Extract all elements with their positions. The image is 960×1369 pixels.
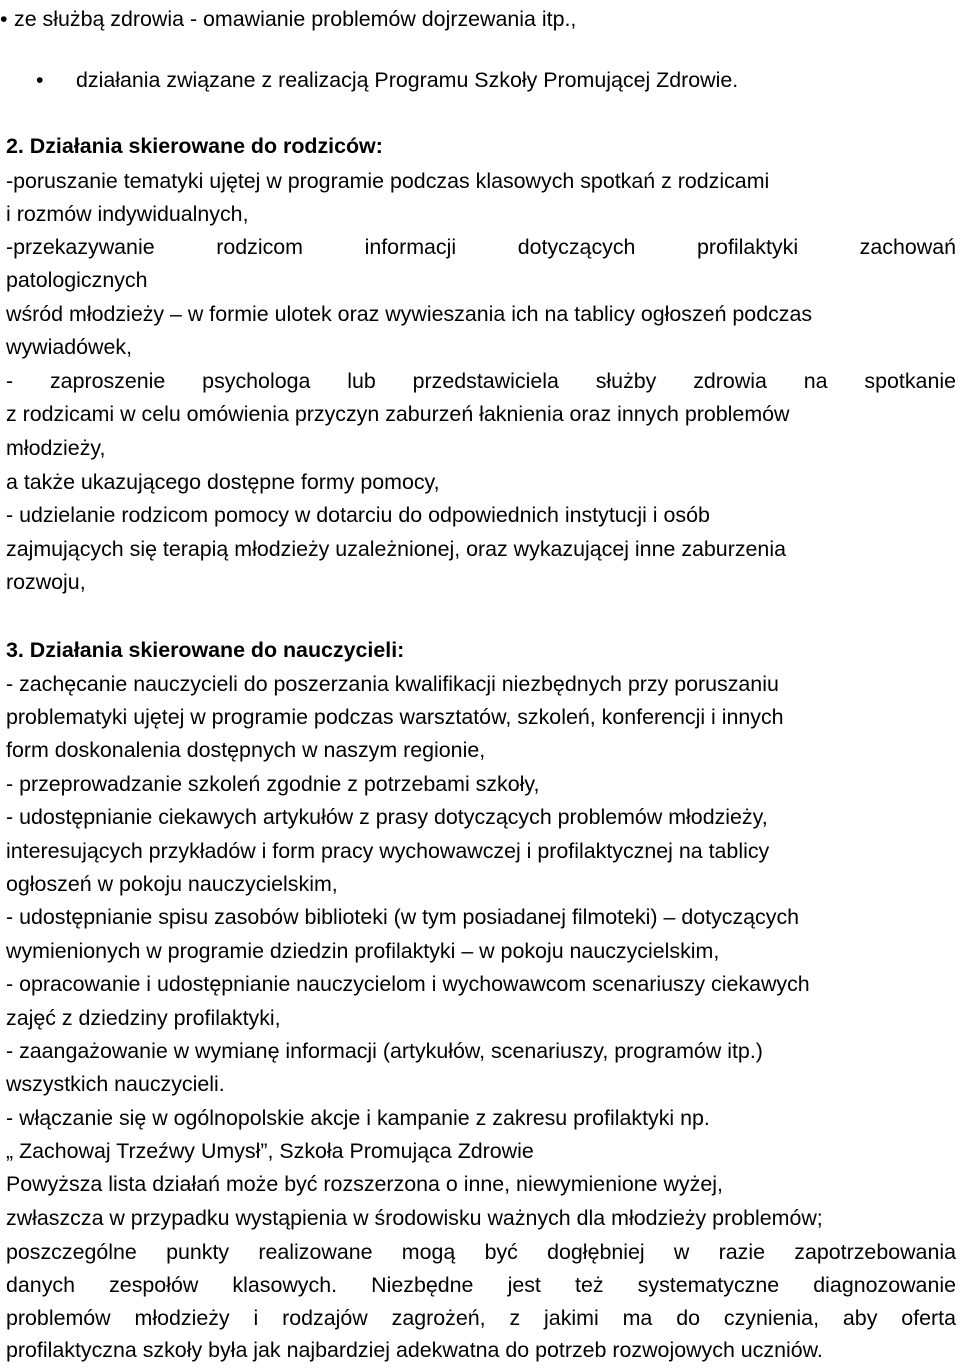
paragraph-line: - opracowanie i udostępnianie nauczycielom i wychowawcom scenariuszy ciekawych — [6, 972, 810, 996]
closing-line: Powyższa lista działań może być rozszerzona o inne, niewymienione wyżej, — [6, 1172, 723, 1196]
bullet-icon: • — [0, 7, 8, 31]
bullet-icon: • — [36, 68, 44, 92]
paragraph-line: zajęć z dziedziny profilaktyki, — [6, 1006, 281, 1030]
paragraph-line: -przekazywanie rodzicom informacji dotyczących profilaktyki zachowań — [6, 235, 956, 259]
closing-line: poszczególne punkty realizowane mogą być dogłębniej w razie zapotrzebowania — [6, 1240, 956, 1264]
paragraph-line: - zachęcanie nauczycieli do poszerzania kwalifikacji niezbędnych przy poruszaniu — [6, 672, 779, 696]
paragraph-line: i rozmów indywidualnych, — [6, 202, 249, 226]
paragraph-line: - udostępnianie spisu zasobów biblioteki (w tym posiadanej filmoteki) – dotyczących — [6, 905, 800, 929]
paragraph-line: „ Zachowaj Trzeźwy Umysł”, Szkoła Promująca Zdrowie — [6, 1139, 534, 1163]
paragraph-line: problematyki ujętej w programie podczas warsztatów, szkoleń, konferencji i innych — [6, 705, 784, 729]
paragraph-line: -poruszanie tematyki ujętej w programie podczas klasowych spotkań z rodzicami — [6, 169, 770, 193]
paragraph-line: rozwoju, — [6, 570, 86, 594]
closing-line: problemów młodzieży i rodzajów zagrożeń, z jakimi ma do czynienia, aby oferta — [6, 1306, 956, 1330]
paragraph-line: wśród młodzieży – w formie ulotek oraz wywieszania ich na tablicy ogłoszeń podczas — [6, 302, 813, 326]
paragraph-line: patologicznych — [6, 268, 148, 292]
bullet-item — [0, 3, 576, 36]
paragraph-line: ogłoszeń w pokoju nauczycielskim, — [6, 872, 338, 896]
paragraph-line: form doskonalenia dostępnych w naszym regionie, — [6, 738, 486, 762]
paragraph-line: - zaproszenie psychologa lub przedstawiciela służby zdrowia na spotkanie — [6, 369, 956, 393]
paragraph-line: wywiadówek, — [6, 335, 133, 359]
bullet-item — [36, 64, 738, 97]
section-heading-teachers: 3. Działania skierowane do nauczycieli: — [6, 638, 405, 662]
closing-line: danych zespołów klasowych. Niezbędne jest też systematyczne diagnozowanie — [6, 1273, 956, 1297]
paragraph-line: młodzieży, — [6, 436, 106, 460]
closing-line: profilaktyczna szkoły była jak najbardziej adekwatna do potrzeb rozwojowych uczniów. — [6, 1338, 823, 1362]
bullet-text: ze służbą zdrowia - omawianie problemów dojrzewania itp., — [14, 7, 577, 31]
bullet-text: działania związane z realizacją Programu Szkoły Promującej Zdrowie. — [76, 68, 739, 92]
paragraph-line: - udostępnianie ciekawych artykułów z prasy dotyczących problemów młodzieży, — [6, 805, 768, 829]
section-heading-parents: 2. Działania skierowane do rodziców: — [6, 134, 383, 158]
paragraph-line: - udzielanie rodzicom pomocy w dotarciu do odpowiednich instytucji i osób — [6, 503, 710, 527]
paragraph-line: wszystkich nauczycieli. — [6, 1072, 225, 1096]
paragraph-line: wymienionych w programie dziedzin profilaktyki – w pokoju nauczycielskim, — [6, 939, 720, 963]
paragraph-line: - zaangażowanie w wymianę informacji (artykułów, scenariuszy, programów itp.) — [6, 1039, 763, 1063]
paragraph-line: - przeprowadzanie szkoleń zgodnie z potrzebami szkoły, — [6, 772, 540, 796]
closing-line: zwłaszcza w przypadku wystąpienia w środowisku ważnych dla młodzieży problemów; — [6, 1206, 823, 1230]
paragraph-line: zajmujących się terapią młodzieży uzależnionej, oraz wykazującej inne zaburzenia — [6, 537, 786, 561]
paragraph-line: a także ukazującego dostępne formy pomocy, — [6, 470, 440, 494]
paragraph-line: - włączanie się w ogólnopolskie akcje i kampanie z zakresu profilaktyki np. — [6, 1106, 710, 1130]
paragraph-line: z rodzicami w celu omówienia przyczyn zaburzeń łaknienia oraz innych problemów — [6, 402, 790, 426]
paragraph-line: interesujących przykładów i form pracy wychowawczej i profilaktycznej na tablicy — [6, 839, 770, 863]
